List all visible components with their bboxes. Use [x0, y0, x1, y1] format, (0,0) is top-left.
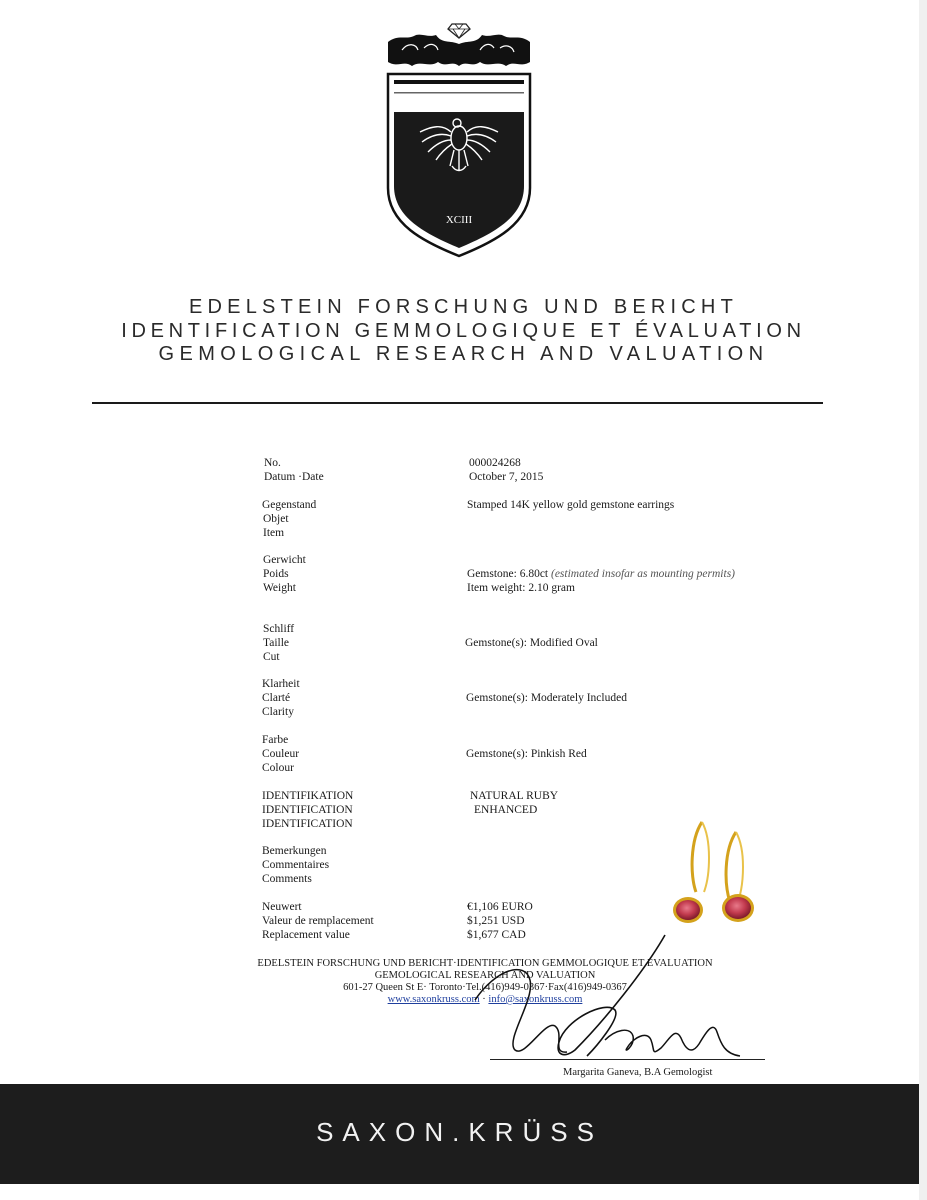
- label-comments-fr: Commentaires: [262, 859, 330, 871]
- value-weight-carat: Gemstone: 6.80ct: [467, 568, 549, 580]
- label-ident-en: IDENTIFICATION: [262, 818, 353, 830]
- value-cut: Gemstone(s): Modified Oval: [465, 637, 598, 649]
- label-item-en: Item: [263, 527, 285, 539]
- label-item-de: Gegenstand: [262, 499, 317, 511]
- signatory-name: Margarita Ganeva, B.A Gemologist: [563, 1067, 713, 1078]
- value-ident-2: ENHANCED: [474, 804, 538, 816]
- value-no: 000024268: [469, 457, 521, 469]
- label-clarity-de: Klarheit: [262, 678, 300, 690]
- label-colour-fr: Couleur: [262, 748, 300, 760]
- label-cut-fr: Taille: [263, 637, 290, 649]
- label-comments-en: Comments: [262, 873, 312, 885]
- label-value-en: Replacement value: [262, 929, 350, 941]
- label-no: No.: [264, 457, 281, 469]
- value-clarity: Gemstone(s): Moderately Included: [466, 692, 627, 704]
- value-ident-1: NATURAL RUBY: [470, 790, 559, 802]
- heading-french: IDENTIFICATION GEMMOLOGIQUE ET ÉVALUATION: [121, 320, 806, 342]
- label-colour-en: Colour: [262, 762, 294, 774]
- label-cut-de: Schliff: [263, 623, 295, 635]
- page-edge: [919, 0, 927, 1200]
- value-cad: $1,677 CAD: [467, 929, 526, 941]
- value-item-weight: Item weight: 2.10 gram: [467, 582, 575, 594]
- diamond-icon: [448, 24, 470, 38]
- value-weight-note: (estimated insofar as mounting permits): [551, 568, 735, 580]
- label-weight-de: Gerwicht: [263, 554, 306, 566]
- heading-english: GEMOLOGICAL RESEARCH AND VALUATION: [158, 343, 769, 365]
- brand-name: SAXON.KRÜSS: [316, 1117, 603, 1147]
- label-value-de: Neuwert: [262, 901, 302, 913]
- email-link[interactable]: info@saxonkruss.com: [488, 994, 583, 1005]
- footer-line2: GEMOLOGICAL RESEARCH AND VALUATION: [374, 970, 596, 981]
- signature-line: [490, 1059, 765, 1060]
- value-item: Stamped 14K yellow gold gemstone earrings: [467, 499, 675, 511]
- earrings-photo: [650, 810, 790, 950]
- label-ident-fr: IDENTIFICATION: [262, 804, 353, 816]
- label-comments-de: Bemerkungen: [262, 845, 327, 857]
- label-colour-de: Farbe: [262, 734, 289, 746]
- label-weight-en: Weight: [263, 582, 296, 594]
- value-weight-gemstone: [467, 567, 735, 581]
- divider: [92, 402, 823, 404]
- value-euro: €1,106 EURO: [467, 901, 533, 913]
- footer-line1: EDELSTEIN FORSCHUNG UND BERICHT·IDENTIFICATION GEMMOLOGIQUE ET EVALUATION: [257, 958, 713, 969]
- value-usd: $1,251 USD: [467, 915, 525, 927]
- label-date: Datum ·Date: [264, 471, 324, 483]
- label-clarity-fr: Clarté: [262, 692, 291, 704]
- link-separator: ·: [482, 994, 486, 1005]
- label-clarity-en: Clarity: [262, 706, 294, 718]
- footer-address: 601-27 Queen St E· Toronto·Tel.(416)949-0367·Fax(416)949-0367: [343, 982, 627, 993]
- crest-logo: [384, 20, 534, 260]
- mantling-icon: [388, 35, 530, 66]
- label-cut-en: Cut: [263, 651, 280, 663]
- heading-german: EDELSTEIN FORSCHUNG UND BERICHT: [188, 296, 738, 318]
- label-item-fr: Objet: [263, 513, 289, 525]
- value-colour: Gemstone(s): Pinkish Red: [466, 748, 587, 760]
- label-weight-fr: Poids: [263, 568, 289, 580]
- gemologist-signature: [455, 930, 765, 1065]
- label-value-fr: Valeur de remplacement: [262, 915, 374, 927]
- website-link[interactable]: www.saxonkruss.com: [387, 994, 480, 1005]
- label-ident-de: IDENTIFIKATION: [262, 790, 354, 802]
- value-date: October 7, 2015: [469, 471, 544, 483]
- crest-numeral: XCIII: [445, 214, 473, 226]
